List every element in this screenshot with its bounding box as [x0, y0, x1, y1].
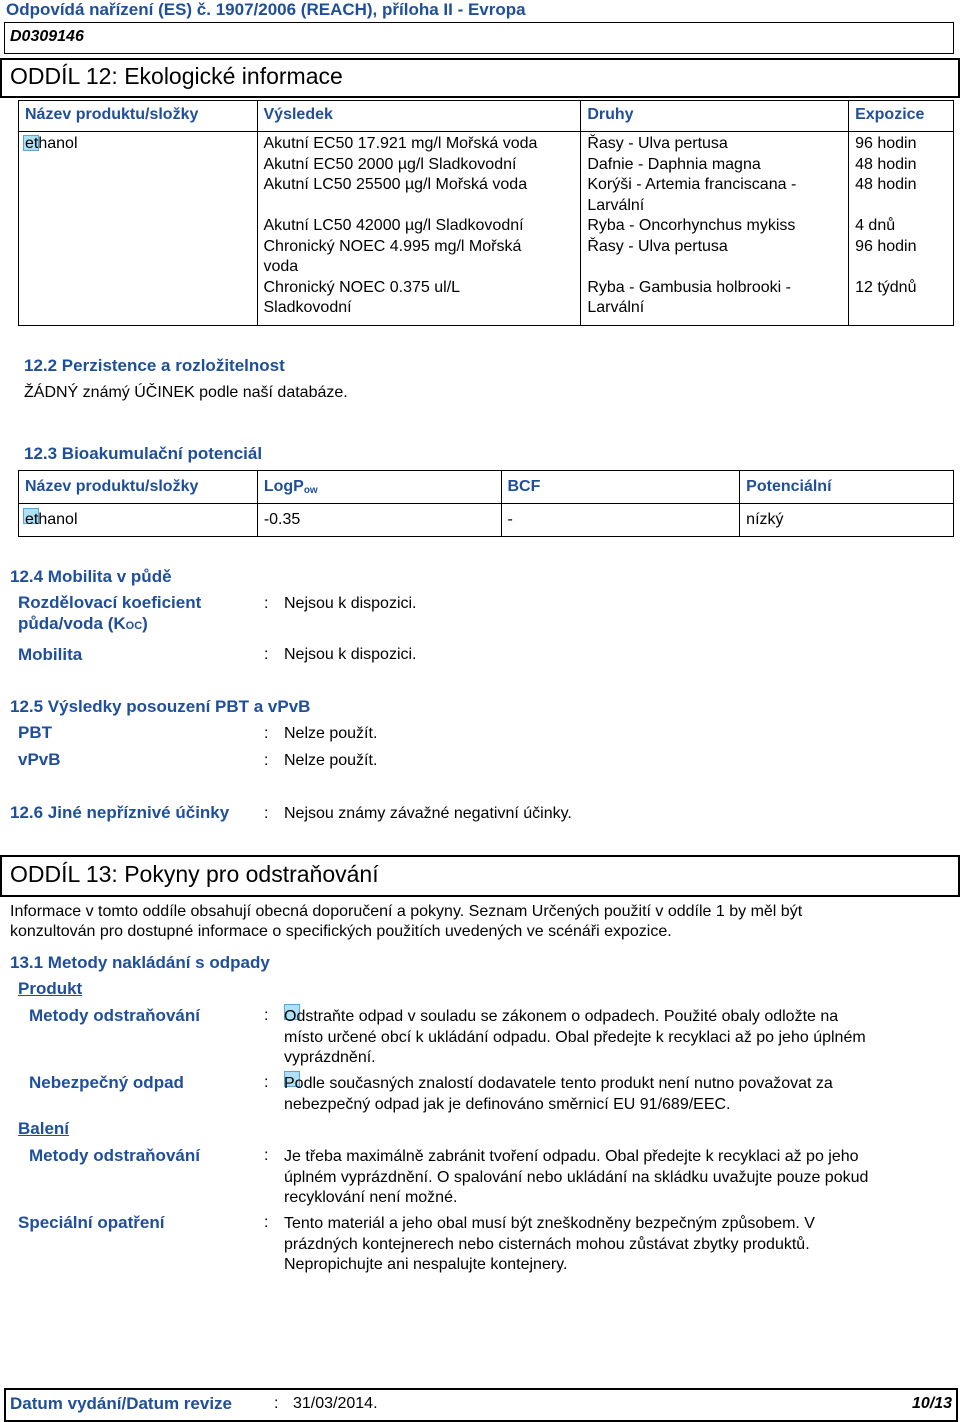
- colon: :: [264, 1007, 269, 1024]
- potential-value: nízký: [740, 504, 954, 537]
- exposure-line: 96 hodin: [855, 237, 917, 255]
- text-line: vyprázdnění.: [284, 1049, 376, 1066]
- text-line: recyklování není možné.: [284, 1189, 458, 1206]
- header-product: Název produktu/složky: [19, 101, 258, 132]
- exposure-line: 4 dnů: [855, 217, 896, 234]
- packaging-heading: Balení: [18, 1119, 70, 1138]
- koc-label-line-1: Rozdělovací koeficient: [18, 593, 202, 612]
- species-line: [587, 257, 842, 278]
- doc-id-box: [4, 22, 954, 54]
- product-heading: Produkt: [18, 979, 83, 998]
- colon: :: [264, 1074, 269, 1091]
- pack-methods-label: Metody odstraňování: [29, 1146, 200, 1165]
- s12-2-text: ŽÁDNÝ známý ÚČINEK podle naší databáze.: [24, 384, 348, 401]
- product-cell: [19, 504, 258, 537]
- result-line: [264, 196, 575, 217]
- table-row: [19, 504, 954, 537]
- result-line: Akutní LC50 25500 µg/l Mořská voda: [263, 176, 528, 193]
- header-logp: [257, 471, 501, 504]
- text-line: úplném vyprázdnění. O spalování nebo ukládání na skládku uvažujte pouze pokud: [284, 1168, 869, 1186]
- koc-subscript: OC: [125, 620, 143, 632]
- logp-subscript: ow: [303, 485, 318, 496]
- footer-label: Datum vydání/Datum revize: [10, 1394, 233, 1413]
- exposure-line: 12 týdnů: [855, 278, 917, 296]
- koc-label-close: ): [142, 614, 148, 633]
- header-potential: Potenciální: [740, 471, 954, 504]
- s12-6-title: 12.6 Jiné nepříznivé účinky: [10, 803, 230, 822]
- text-line: nebezpečný odpad jak je definováno směrnicí EU 91/689/EEC.: [284, 1095, 731, 1113]
- doc-id: D0309146: [10, 28, 84, 45]
- exposure-line: 48 hodin: [855, 155, 917, 173]
- header-product: Název produktu/složky: [19, 471, 258, 504]
- colon: :: [264, 752, 269, 769]
- section-12-title: ODDÍL 12: Ekologické informace: [10, 63, 343, 89]
- pack-methods-value: [284, 1147, 868, 1209]
- s12-3-title: 12.3 Bioakumulační potenciál: [24, 444, 263, 463]
- s12-6-value: Nejsou známy závažné negativní účinky.: [284, 805, 572, 822]
- mobility-value: Nejsou k dispozici.: [284, 646, 417, 663]
- header-species: Druhy: [581, 101, 849, 132]
- colon: :: [264, 595, 269, 612]
- koc-value: Nejsou k dispozici.: [284, 595, 417, 612]
- header-result: Výsledek: [257, 101, 581, 132]
- section-13-title: ODDÍL 13: Pokyny pro odstraňování: [10, 861, 379, 887]
- vpvb-label: vPvB: [18, 750, 61, 769]
- toxicity-table: [18, 100, 954, 326]
- colon: :: [264, 646, 269, 663]
- text-line: Podle současných znalostí dodavatele tento produkt není nutno považovat za: [284, 1075, 833, 1092]
- text-line: Nepropichujte ani nespalujte kontejnery.: [284, 1256, 568, 1273]
- species-line: Řasy - Ulva pertusa: [587, 135, 728, 152]
- footer-date: 31/03/2014.: [293, 1395, 378, 1412]
- koc-label-text: půda/voda (K: [18, 614, 126, 633]
- vpvb-value: Nelze použít.: [284, 752, 378, 769]
- mobility-label: Mobilita: [18, 645, 83, 664]
- colon: :: [264, 1214, 269, 1231]
- text-line: prázdných kontejnerech nebo cisternách mohou zůstávat zbytky produktů.: [284, 1235, 810, 1253]
- colon: :: [264, 805, 269, 822]
- hazwaste-label: Nebezpečný odpad: [29, 1073, 184, 1092]
- pbt-label: PBT: [18, 723, 52, 742]
- exposure-line: [855, 196, 947, 217]
- exposure-cell: [849, 132, 954, 326]
- page-number: 10/13: [911, 1395, 952, 1412]
- special-label: Speciální opatření: [18, 1213, 165, 1232]
- logp-value: -0.35: [257, 504, 501, 537]
- table-header-row: [19, 101, 954, 132]
- logp-label: LogP: [263, 478, 304, 495]
- methods-value: [284, 1007, 866, 1069]
- result-line: Akutní LC50 42000 µg/l Sladkovodní: [263, 217, 524, 234]
- species-line: Larvální: [587, 196, 645, 214]
- table-row: [19, 132, 954, 326]
- koc-label-line-2: [18, 614, 148, 634]
- text-line: Je třeba maximálně zabránit tvoření odpadu. Obal předejte k recyklaci až po jeho: [284, 1148, 859, 1165]
- exposure-line: 48 hodin: [855, 176, 917, 193]
- s13-intro-line-1: Informace v tomto oddíle obsahují obecná doporučení a pokyny. Seznam Určených použití v oddíle 1 by měl být: [10, 903, 803, 920]
- species-cell: [581, 132, 849, 326]
- exposure-line: 96 hodin: [855, 135, 917, 152]
- species-line: Dafnie - Daphnia magna: [587, 155, 761, 173]
- result-line: Chronický NOEC 0.375 ul/L: [263, 278, 461, 296]
- header-bcf: BCF: [501, 471, 740, 504]
- species-line: Ryba - Oncorhynchus mykiss: [587, 217, 796, 234]
- result-cell: [257, 132, 581, 326]
- species-line: Ryba - Gambusia holbrooki -: [587, 278, 791, 296]
- methods-label: Metody odstraňování: [29, 1006, 200, 1025]
- s12-5-title: 12.5 Výsledky posouzení PBT a vPvB: [10, 697, 311, 716]
- special-value: [284, 1214, 815, 1276]
- result-line: Akutní EC50 17.921 mg/l Mořská voda: [263, 135, 538, 152]
- text-line: místo určené obcí k ukládání odpadu. Obal předejte k recyklaci až po jeho úplném: [284, 1028, 866, 1046]
- s12-2-title: 12.2 Perzistence a rozložitelnost: [24, 356, 285, 375]
- s12-4-title: 12.4 Mobilita v půdě: [10, 567, 172, 586]
- text-line: Tento materiál a jeho obal musí být zneškodněny bezpečným způsobem. V: [284, 1215, 815, 1232]
- header-exposure: Expozice: [849, 101, 954, 132]
- table-header-row: [19, 471, 954, 504]
- result-line: Akutní EC50 2000 µg/l Sladkovodní: [263, 155, 517, 173]
- product-name: ethanol: [25, 511, 78, 528]
- bioaccumulation-table: [18, 470, 954, 537]
- regulation-header: Odpovídá nařízení (ES) č. 1907/2006 (REACH), příloha II - Evropa: [6, 0, 526, 19]
- species-line: Larvální: [587, 299, 645, 316]
- s13-1-title: 13.1 Metody nakládání s odpady: [10, 953, 270, 972]
- pbt-value: Nelze použít.: [284, 725, 378, 742]
- footer-colon: :: [274, 1395, 279, 1412]
- result-line: Chronický NOEC 4.995 mg/l Mořská: [263, 237, 522, 255]
- hazwaste-value: [284, 1074, 833, 1115]
- s13-intro-line-2: konzultován pro dostupné informace o specifických použitích uvedených ve scénáři expozice.: [10, 923, 672, 940]
- result-line: Sladkovodní: [263, 299, 352, 316]
- exposure-line: [855, 257, 947, 278]
- product-name: ethanol: [25, 135, 78, 152]
- bcf-value: -: [501, 504, 740, 537]
- colon: :: [264, 1147, 269, 1164]
- colon: :: [264, 725, 269, 742]
- species-line: Řasy - Ulva pertusa: [587, 237, 728, 255]
- text-line: Odstraňte odpad v souladu se zákonem o odpadech. Použité obaly odložte na: [284, 1008, 839, 1025]
- species-line: Korýši - Artemia franciscana -: [587, 176, 797, 193]
- result-line: voda: [263, 258, 299, 275]
- product-cell: [19, 132, 258, 326]
